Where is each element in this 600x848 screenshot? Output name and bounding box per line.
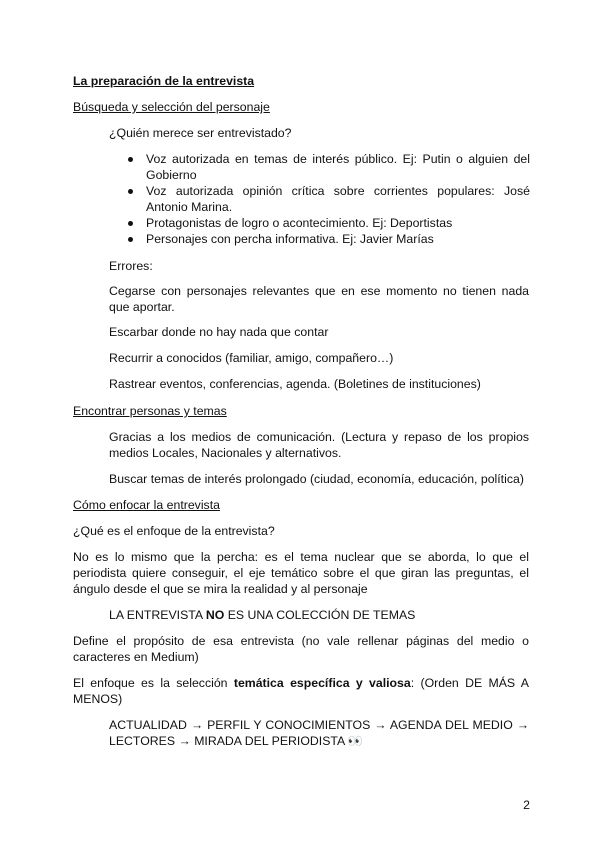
priority-order: ACTUALIDAD → PERFIL Y CONOCIMIENTOS → AGENDA DEL MEDIO → LECTORES → MIRADA DEL PERIODISTA 👀 [109, 718, 529, 748]
errors-label: Errores: [109, 259, 153, 273]
bullet-icon [128, 157, 133, 162]
list-item: Voz autorizada en temas de interés público. Ej: Putin o alguien del Gobierno [128, 151, 530, 183]
section-heading-encontrar: Encontrar personas y temas [73, 404, 227, 418]
list-item: Personajes con percha informativa. Ej: Javier Marías [128, 231, 530, 247]
selection-paragraph: El enfoque es la selección temática específica y valiosa: (Orden DE MÁS A MENOS) [73, 676, 529, 706]
emphasis-statement: LA ENTREVISTA NO ES UNA COLECCIÓN DE TEMAS [109, 608, 416, 622]
bullet-icon [128, 221, 133, 226]
paragraph: Gracias a los medios de comunicación. (Lectura y repaso de los propios medios Locales, Nacionales y alternativos. [109, 430, 529, 460]
paragraph: Buscar temas de interés prolongado (ciudad, economía, educación, política) [109, 472, 524, 486]
error-item: Escarbar donde no hay nada que contar [109, 325, 329, 339]
error-item: Recurrir a conocidos (familiar, amigo, compañero…) [109, 351, 394, 365]
list-item: Voz autorizada opinión crítica sobre corrientes populares: José Antonio Marina. [128, 183, 530, 215]
question-who: ¿Quién merece ser entrevistado? [109, 126, 292, 140]
bullet-icon [128, 189, 133, 194]
section-heading-busqueda: Búsqueda y selección del personaje [73, 100, 270, 114]
error-item: Rastrear eventos, conferencias, agenda. (Boletines de instituciones) [109, 377, 481, 391]
focus-definition: No es lo mismo que la percha: es el tema nuclear que se aborda, lo que el periodista quiere conseguir, el eje temático sobre el que giran las preguntas, el ángulo desde el que se mira la realidad y al personaje [73, 550, 529, 596]
list-item: Protagonistas de logro o acontecimiento. Ej: Deportistas [128, 215, 530, 231]
bullet-icon [128, 237, 133, 242]
section-heading-enfocar: Cómo enfocar la entrevista [73, 498, 220, 512]
criteria-list [128, 151, 530, 247]
selection-bold: temática específica y valiosa [233, 676, 411, 690]
purpose-paragraph: Define el propósito de esa entrevista (no vale rellenar páginas del medio o caracteres en Medium) [73, 634, 529, 664]
page-number: 2 [523, 798, 530, 812]
document-title: La preparación de la entrevista [73, 74, 255, 88]
question-focus: ¿Qué es el enfoque de la entrevista? [73, 524, 275, 538]
emphasis-no: NO [205, 608, 225, 622]
error-item: Cegarse con personajes relevantes que en ese momento no tienen nada que aportar. [109, 284, 529, 314]
